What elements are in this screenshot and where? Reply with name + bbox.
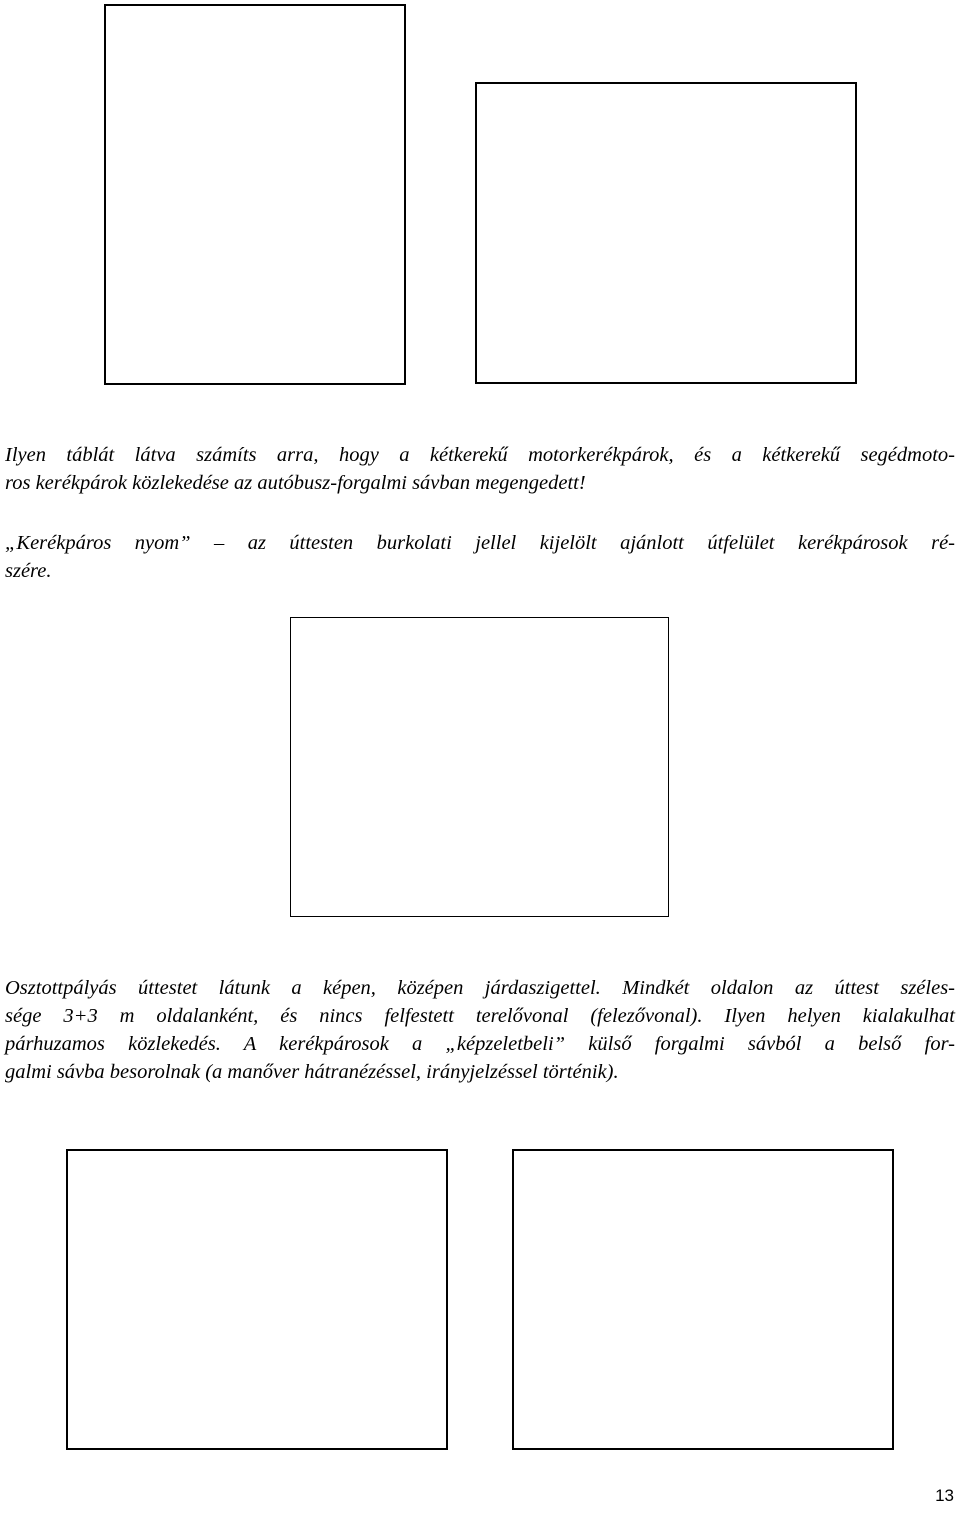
paragraph-line: párhuzamos közlekedés. A kerékpárosok a „képzeletbeli” külső forgalmi sávból a belső for- (5, 1033, 955, 1055)
paragraph-bus-lane-sign (5, 444, 955, 500)
paragraph-line: sége 3+3 m oldalanként, és nincs felfestett terelővonal (felezővonal). Ilyen helyen kialakulhat (5, 1005, 955, 1027)
page-number: 13 (935, 1486, 954, 1505)
paragraph-line: „Kerékpáros nyom” – az úttesten burkolati jellel kijelölt ajánlott útfelület kerékpárosok ré- (5, 532, 955, 554)
paragraph-line: Ilyen táblát látva számíts arra, hogy a kétkerekű motorkerékpárok, és a kétkerekű segédmoto- (5, 444, 955, 466)
image-placeholder-3 (290, 617, 669, 917)
paragraph-bicycle-track (5, 532, 955, 588)
paragraph-divided-road (5, 977, 955, 1089)
paragraph-line: ros kerékpárok közlekedése az autóbusz-forgalmi sávban megengedett! (5, 472, 586, 494)
image-placeholder-2 (475, 82, 857, 384)
paragraph-line: Osztottpályás úttestet látunk a képen, középen járdaszigettel. Mindkét oldalon az úttest széles- (5, 977, 955, 999)
image-placeholder-1 (104, 4, 406, 385)
paragraph-line: galmi sávba besorolnak (a manőver hátranézéssel, irányjelzéssel történik). (5, 1061, 619, 1083)
paragraph-line: szére. (5, 560, 52, 582)
image-placeholder-4 (66, 1149, 448, 1450)
image-placeholder-5 (512, 1149, 894, 1450)
